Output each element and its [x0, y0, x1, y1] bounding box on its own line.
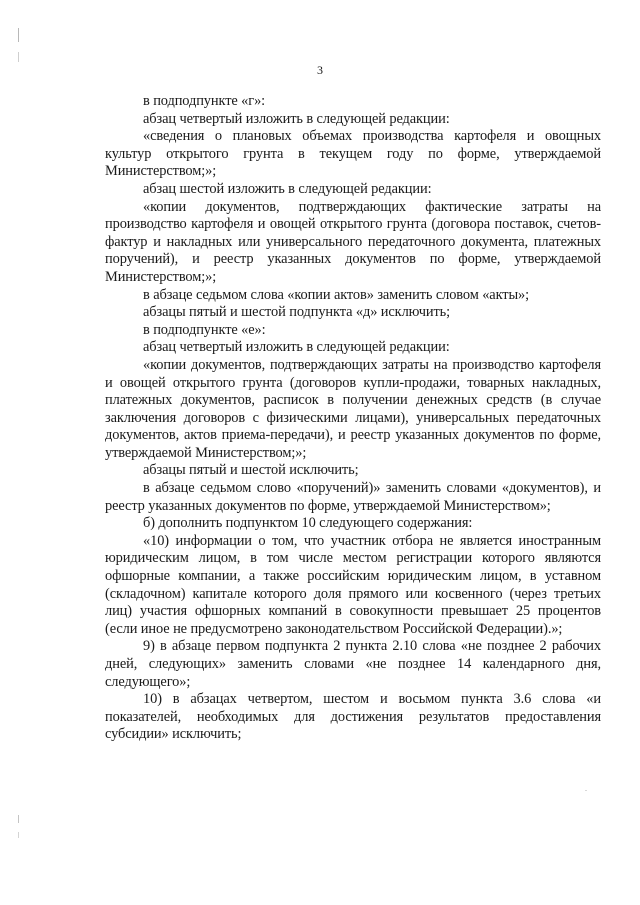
scan-artifact [18, 815, 19, 823]
paragraph: в абзаце седьмом слово «поручений)» заменить словами «документов), и реестр указанных документов по форме, утверждаемой Министерством»; [105, 480, 601, 514]
scan-artifact [18, 28, 19, 42]
paragraph: «10) информации о том, что участник отбора не является иностранным юридическим лицом, в том числе местом регистрации которого являются офшорные компании, а также российским юридическим лицом, в уставном (складочном) капитале которого доля прямого или косвенного (через третьих лиц) участия офшорных компаний в совокупности превышает 25 процентов (если иное не предусмотрено законодательством Российской Федерации).»; [105, 532, 601, 637]
paragraph: абзац шестой изложить в следующей редакции: [143, 180, 432, 197]
paragraph: «сведения о плановых объемах производства картофеля и овощных культур открытого грунта в текущем году по форме, утверждаемой Министерством;»; [105, 128, 601, 180]
paragraph: в подподпункте «е»: [143, 321, 266, 338]
page-number: 3 [317, 63, 323, 77]
paragraph: в абзаце седьмом слова «копии актов» заменить словом «акты»; [143, 286, 530, 303]
paragraph: абзацы пятый и шестой исключить; [143, 462, 359, 479]
paragraph: 9) в абзаце первом подпункта 2 пункта 2.10 слова «не позднее 2 рабочих дней, следующих» заменить словами «не позднее 14 календарного дня, следующего»; [105, 638, 601, 690]
paragraph: в подподпункте «г»: [143, 93, 266, 109]
scan-artifact [585, 790, 587, 791]
paragraph: «копии документов, подтверждающих фактические затраты на производство картофеля и овощей открытого грунта (договора поставок, счетов-фактур и накладных или универсального передаточного документа, платежных поручений), и реестр указанных документов по форме, утверждаемой Министерством;»; [105, 198, 601, 285]
scan-artifact [18, 832, 19, 838]
scan-artifact [18, 52, 19, 62]
paragraph: б) дополнить подпунктом 10 следующего содержания: [143, 515, 473, 532]
paragraph: 10) в абзацах четвертом, шестом и восьмом пункта 3.6 слова «и показателей, необходимых для достижения результатов предоставления субсидии» исключить; [105, 691, 601, 743]
paragraph: «копии документов, подтверждающих затраты на производство картофеля и овощей открытого грунта (договоров купли-продажи, товарных накладных, платежных документов, расписок в получении денежных средств (в случае заключения договоров с физическими лицами), универсальных передаточных документов, актов приема-передачи), и реестр указанных документов по форме, утверждаемой Министерством;»; [105, 356, 601, 461]
paragraph: абзацы пятый и шестой подпункта «д» исключить; [143, 304, 451, 321]
paragraph: абзац четвертый изложить в следующей редакции: [143, 110, 450, 127]
paragraph: абзац четвертый изложить в следующей редакции: [143, 339, 450, 356]
document-body [105, 93, 601, 744]
